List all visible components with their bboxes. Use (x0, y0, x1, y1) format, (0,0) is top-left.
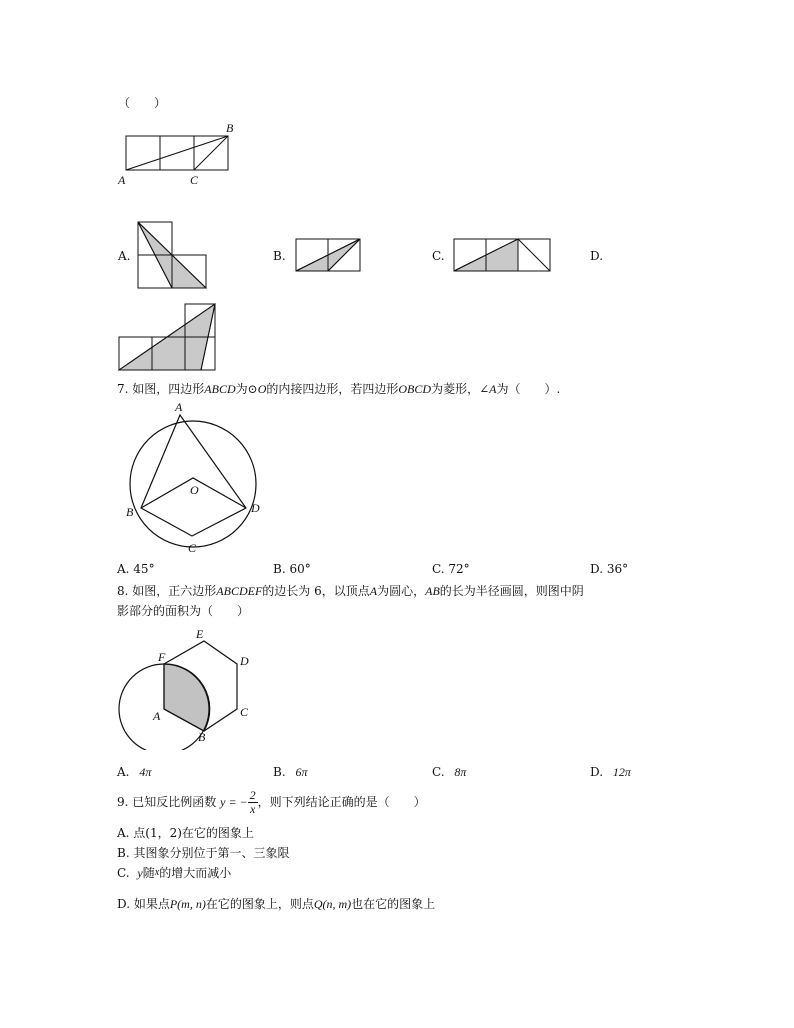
q9-fn-num: 2 (249, 788, 256, 802)
q6-option-a-letter: A. (118, 249, 131, 263)
q8-option-a-letter: A. (117, 765, 130, 779)
q7-label-c: C (188, 541, 197, 555)
q7-label-b: B (126, 505, 134, 519)
q7-text-mid2: 的内接四边形，若四边形 (266, 382, 399, 396)
q7-text-pre: 如图，四边形 (132, 382, 205, 396)
q8-line1-hex: ABCDEF (216, 584, 263, 598)
q8-option-a-value: 4π (139, 765, 152, 779)
q9-option-c (117, 866, 231, 880)
q8-label-d: D (240, 654, 249, 668)
q9-fraction (248, 789, 258, 816)
q7-option-b: B. 60° (273, 562, 311, 576)
q6-option-a-figure (136, 220, 208, 290)
q8-line1-pre: 如图，正六边形 (132, 584, 217, 598)
q9-option-d-p: P(m, n) (169, 897, 206, 911)
q7-text-end: 为（ ）. (496, 382, 561, 396)
q6-paren: （ ） (118, 96, 167, 110)
q8-label-c: C (240, 705, 249, 719)
q9-option-b: B. 其图象分别位于第一、三象限 (117, 846, 290, 860)
q8-label-b: B (198, 730, 206, 744)
q9-text-pre: 已知反比例函数 (132, 795, 217, 809)
q7-text-mid3: 为菱形，∠ (431, 382, 490, 396)
q9-option-d-pre: D. 如果点 (117, 897, 170, 911)
q7-number: 7. (117, 382, 129, 396)
q7-option-d: D. 36° (590, 562, 629, 576)
q9-option-d-q: Q(n, m) (313, 897, 352, 911)
q9-option-d-mid: 在它的图象上，则点 (205, 897, 314, 911)
q7-label-d: D (251, 501, 260, 515)
q9-option-c-pre: C. (117, 866, 130, 880)
q6-label-b: B (226, 121, 234, 135)
q8-line1-mid2: 为圆心， (377, 584, 426, 598)
q8-option-b (273, 765, 307, 779)
q9-option-c-mid: 随 (142, 866, 155, 880)
q7-text-a: A (489, 382, 497, 396)
q6-option-c-letter: C. (432, 249, 445, 263)
q8-line1-ab: AB (425, 584, 440, 598)
q8-option-a (117, 765, 151, 779)
q8-hexagon-figure (112, 625, 262, 750)
q9-option-c-x: x (154, 867, 160, 878)
q8-stem-line2: 影部分的面积为（ ） (117, 604, 250, 618)
q8-option-b-letter: B. (273, 765, 286, 779)
q8-label-a: A (153, 709, 161, 723)
q7-text-o: O (257, 382, 267, 396)
q8-line1-mid1: 的边长为 6，以顶点 (262, 584, 370, 598)
q7-option-c: C. 72° (432, 562, 470, 576)
q7-text-abcd: ABCD (204, 382, 236, 396)
q7-label-o: O (190, 483, 199, 497)
q6-option-c-figure (452, 237, 554, 273)
q9-fn-lhs: y = − (220, 795, 248, 809)
q8-line1-end: 的长为半径画圆，则图中阴 (439, 584, 584, 598)
q9-text-end: ，则下列结论正确的是（ ） (257, 795, 426, 809)
q9-option-a: A. 点(1，2)在它的图象上 (117, 826, 254, 840)
q9-number: 9. (117, 795, 129, 809)
q7-option-a: A. 45° (117, 562, 155, 576)
q6-option-b-figure (294, 237, 364, 273)
q8-option-c-value: 8π (454, 765, 467, 779)
q8-label-f: F (158, 650, 166, 664)
q6-label-a: A (118, 173, 126, 187)
q6-option-b-letter: B. (273, 249, 286, 263)
q9-option-d-end: 也在它的图象上 (351, 897, 436, 911)
q8-number: 8. (117, 584, 129, 598)
q7-text-obcd: OBCD (398, 382, 432, 396)
q6-option-d-figure (117, 302, 221, 372)
q9-option-d (117, 897, 435, 911)
q8-option-d-letter: D. (590, 765, 604, 779)
q6-label-c: C (190, 173, 199, 187)
q6-main-figure (110, 118, 240, 190)
q7-circle-figure (118, 398, 270, 558)
q9-stem (117, 787, 426, 817)
q9-option-c-end: 的增大而减小 (159, 866, 232, 880)
q7-label-a: A (175, 400, 183, 414)
q7-stem (117, 382, 560, 396)
q6-option-d-letter: D. (590, 249, 604, 263)
q8-stem-line1 (117, 584, 584, 598)
q9-option-c-y: y (137, 866, 143, 880)
q8-option-d-value: 12π (612, 765, 631, 779)
q8-option-d (590, 765, 631, 779)
q8-option-b-value: 6π (295, 765, 308, 779)
q9-fn-den: x (249, 802, 256, 816)
q8-option-c-letter: C. (432, 765, 445, 779)
q8-option-c (432, 765, 466, 779)
q8-line1-a: A (369, 584, 378, 598)
q7-text-mid1: 为⊙ (235, 382, 258, 396)
q8-label-e: E (196, 627, 204, 641)
